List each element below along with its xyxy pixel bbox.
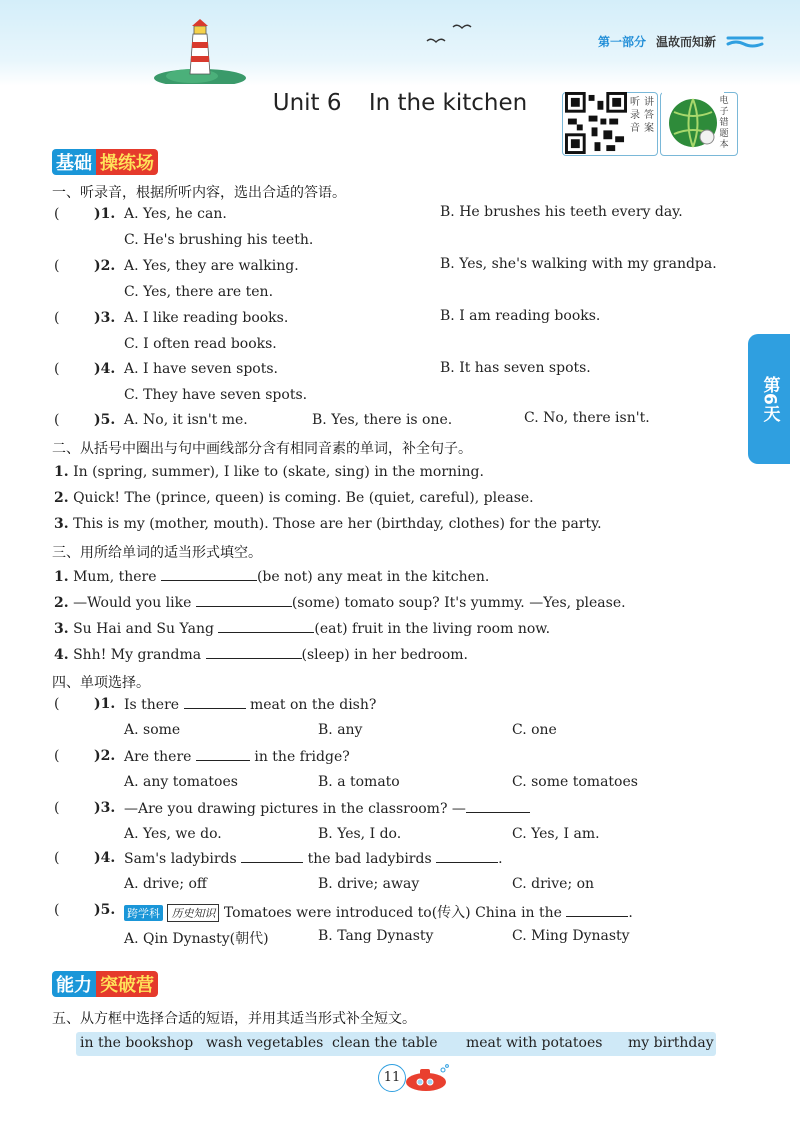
word-bank-item: meat with potatoes [466, 1035, 603, 1051]
word-bank-item: wash vegetables [206, 1035, 324, 1051]
fill-blank-item: 2. —Would you like (some) tomato soup? It's yummy. —Yes, please. [54, 595, 626, 611]
answer-blank [184, 696, 246, 709]
answer-bracket[interactable]: ( [54, 206, 60, 222]
answer-blank[interactable] [161, 568, 257, 581]
qr-code-icon[interactable] [565, 92, 627, 154]
answer-blank[interactable] [206, 646, 302, 659]
title-unit: Unit 6 [272, 90, 342, 116]
page-number: 11 [378, 1064, 406, 1092]
part-label: 第一部分 [597, 34, 646, 49]
bird-icon [426, 36, 446, 46]
answer-blank [436, 850, 498, 863]
answer-bracket[interactable]: ( [54, 258, 60, 274]
section-heading-ability: 能力 突破营 [52, 972, 158, 996]
fill-blank-item: 3. Su Hai and Su Yang (eat) fruit in the living room now. [54, 621, 551, 637]
sentence-item: 2. Quick! The (prince, queen) is coming. Be (quiet, careful), please. [54, 490, 534, 506]
answer-bracket[interactable]: ( [54, 850, 60, 866]
answer-blank [196, 748, 250, 761]
section3-instruction: 三、用所给单词的适当形式填空。 [52, 545, 262, 561]
answer-blank [566, 904, 628, 917]
answer-blank [466, 800, 530, 813]
title-topic: In the kitchen [368, 90, 528, 116]
sentence-item: 1. In (spring, summer), I like to (skate, sing) in the morning. [54, 464, 484, 480]
answer-blank[interactable] [196, 594, 292, 607]
word-bank-item: in the bookshop [80, 1035, 194, 1051]
section-heading-basic: 基础 操练场 [52, 150, 158, 174]
answer-bracket[interactable]: ( [54, 800, 60, 816]
fill-blank-item: 1. Mum, there (be not) any meat in the kitchen. [54, 569, 490, 585]
answer-bracket[interactable]: ( [54, 310, 60, 326]
section4-instruction: 四、单项选择。 [52, 675, 150, 691]
answer-bracket[interactable]: ( [54, 412, 60, 428]
answer-bracket[interactable]: ( [54, 696, 60, 712]
section5-instruction: 五、从方框中选择合适的短语，并用其适当形式补全短文。 [52, 1011, 416, 1027]
bird-icon [452, 22, 472, 32]
day-tab: 第6天 [748, 334, 790, 464]
part-name: 温故而知新 [655, 34, 716, 49]
qr-label-mistakes: 电 子 错 题 本 [719, 96, 729, 150]
sentence-item: 3. This is my (mother, mouth). Those are her (birthday, clothes) for the party. [54, 516, 602, 532]
history-badge: 历史知识 [167, 904, 219, 922]
answer-bracket[interactable]: ( [54, 361, 60, 377]
lighthouse-illustration [150, 16, 250, 84]
word-bank-item: clean the table [332, 1035, 438, 1051]
section-tag [598, 30, 764, 52]
word-bank [76, 1032, 716, 1056]
answer-bracket[interactable]: ( [54, 902, 60, 918]
wave-lines-icon [726, 34, 764, 48]
cross-subject-badge: 跨学科 [124, 905, 163, 921]
section1-instruction: 一、听录音，根据所听内容，选出合适的答语。 [52, 185, 346, 201]
word-bank-item: my birthday [628, 1035, 714, 1051]
fill-blank-item: 4. Shh! My grandma (sleep) in her bedroom. [54, 647, 468, 663]
answer-blank [241, 850, 303, 863]
submarine-icon [398, 1064, 450, 1094]
answer-bracket[interactable]: ( [54, 748, 60, 764]
section2-instruction: 二、从括号中圈出与句中画线部分含有相同音素的单词，补全句子。 [52, 441, 472, 457]
qr-label-audio: 听 讲 录 答 音 案 [630, 97, 654, 134]
answer-blank[interactable] [218, 620, 314, 633]
